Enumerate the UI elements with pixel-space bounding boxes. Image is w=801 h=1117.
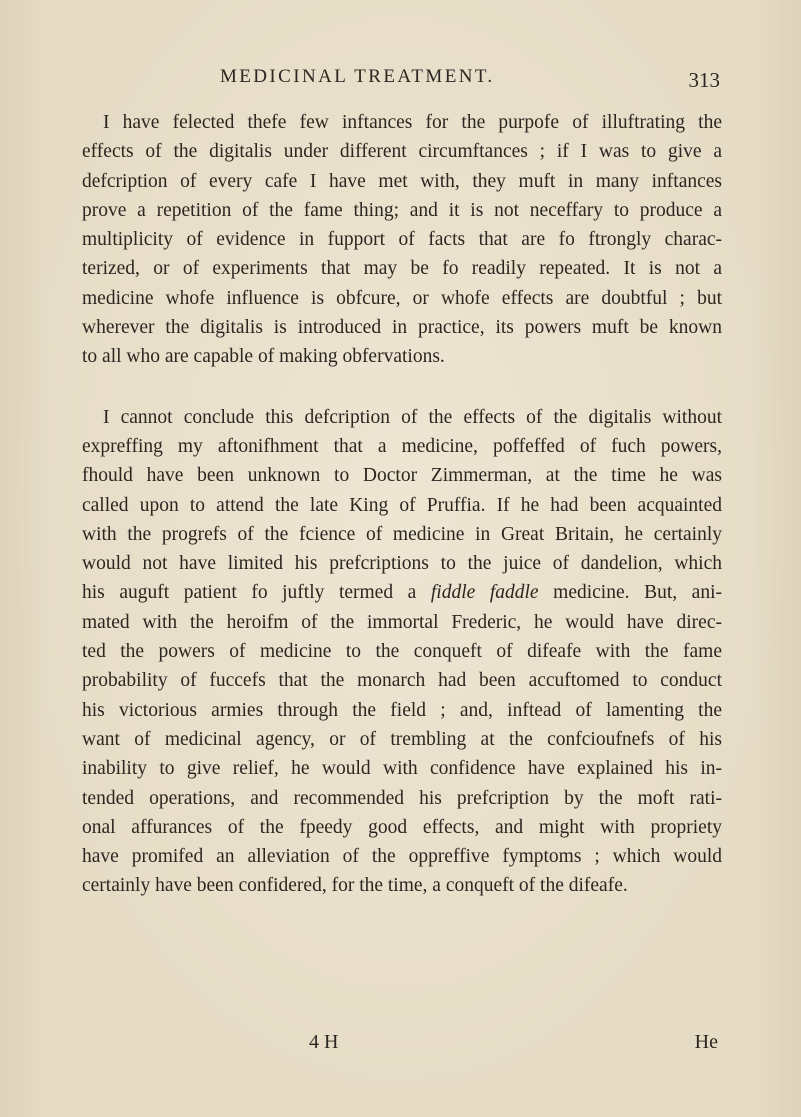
text-line: called upon to attend the late King of Pruffia. If he had been acquainted xyxy=(82,494,722,516)
text-line: I cannot conclude this defcription of the effects of the digitalis without xyxy=(103,406,722,428)
page-number: 313 xyxy=(688,68,720,92)
text-line: wherever the digitalis is introduced in practice, its powers muft be known xyxy=(82,317,722,339)
text-line: with the progrefs of the fcience of medicine in Great Britain, he certainly xyxy=(82,523,722,545)
line-text-before-italic: his auguft patient fo juftly termed a xyxy=(82,582,431,604)
catchword: He xyxy=(694,1031,718,1053)
text-line: prove a repetition of the fame thing; and it is not neceffary to produce a xyxy=(82,199,722,221)
signature-mark: 4 H xyxy=(309,1031,339,1053)
page-footer xyxy=(82,1031,722,1061)
text-line: ted the powers of medicine to the conqueft of difeafe with the fame xyxy=(82,641,722,663)
text-line: fhould have been unknown to Doctor Zimmerman, at the time he was xyxy=(82,465,722,487)
text-line: onal affurances of the fpeedy good effects, and might with propriety xyxy=(82,816,722,838)
paragraph-gap xyxy=(82,372,722,403)
text-line: terized, or of experiments that may be fo readily repeated. It is not a xyxy=(82,258,722,280)
text-line: medicine whofe influence is obfcure, or whofe effects are doubtful ; but xyxy=(82,287,722,309)
text-line: want of medicinal agency, or of trembling at the confcioufnefs of his xyxy=(82,728,722,750)
text-line: inability to give relief, he would with confidence have explained his in- xyxy=(82,758,722,780)
text-line: expreffing my aftonifhment that a medicine, poffeffed of fuch powers, xyxy=(82,435,722,457)
text-line: to all who are capable of making obfervations. xyxy=(82,346,445,368)
line-text-after-italic: medicine. But, ani- xyxy=(538,582,722,604)
paragraph-2 xyxy=(82,403,722,901)
text-line: would not have limited his prefcriptions to the juice of dandelion, which xyxy=(82,553,722,575)
text-line: multiplicity of evidence in fupport of facts that are fo ftrongly charac- xyxy=(82,229,722,251)
body-text xyxy=(82,108,722,901)
text-line: effects of the digitalis under different circumftances ; if I was to give a xyxy=(82,141,722,163)
text-line: I have felected thefe few inftances for the purpofe of illuftrating the xyxy=(103,112,722,133)
paragraph-1 xyxy=(82,108,722,372)
text-line-with-italic xyxy=(82,578,722,607)
running-title: MEDICINAL TREATMENT. xyxy=(220,66,495,87)
text-line: probability of fuccefs that the monarch had been accuftomed to conduct xyxy=(82,670,722,692)
text-line: certainly have been confidered, for the time, a conqueft of the difeafe. xyxy=(82,875,628,897)
italic-phrase: fiddle faddle xyxy=(430,582,539,604)
text-line: mated with the heroifm of the immortal Frederic, he would have direc- xyxy=(82,611,722,633)
text-line: tended operations, and recommended his prefcription by the moft rati- xyxy=(82,787,722,809)
running-head xyxy=(82,66,722,96)
text-line: defcription of every cafe I have met with, they muft in many inftances xyxy=(82,170,722,192)
text-line: his victorious armies through the field ; and, inftead of lamenting the xyxy=(82,699,722,721)
text-line: have promifed an alleviation of the oppreffive fymptoms ; which would xyxy=(82,846,722,868)
